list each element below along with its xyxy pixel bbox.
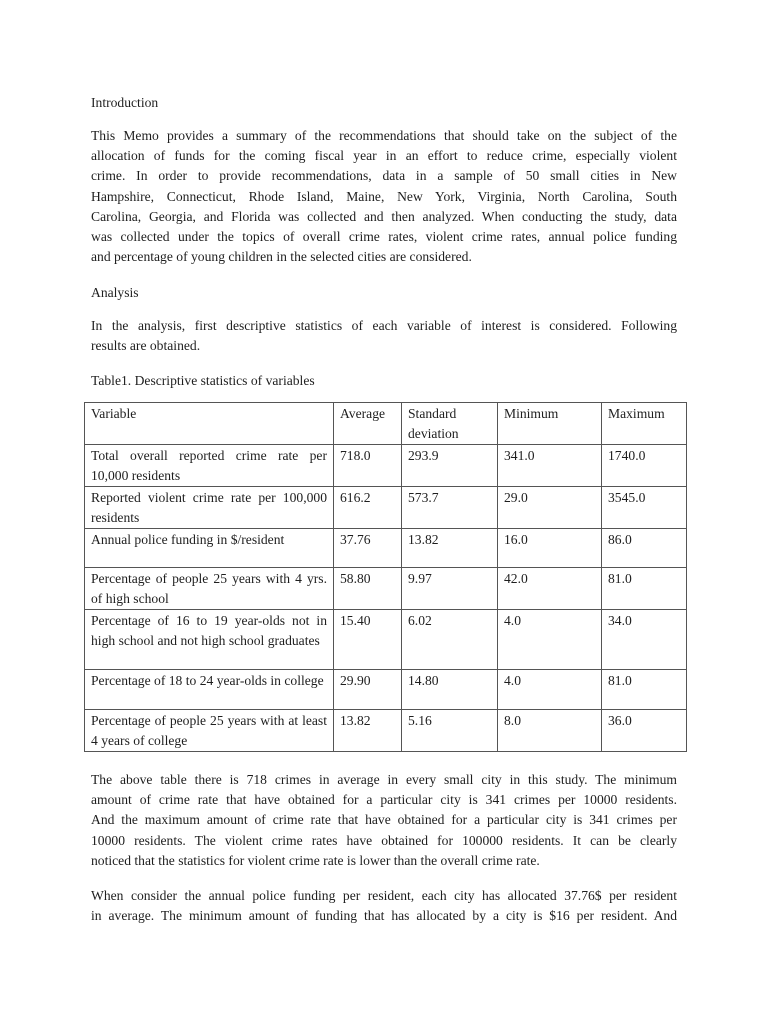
table-row: [85, 670, 687, 710]
paragraph-line: Carolina, Georgia, and Florida was collected and then analyzed. When conducting the study, data: [91, 208, 677, 224]
table-header-cell: Maximum: [602, 403, 687, 445]
table-header-cell: Standard deviation: [402, 403, 498, 445]
paragraph-line: The above table there is 718 crimes in average in every small city in this study. The minimum: [91, 772, 677, 787]
table-cell: Percentage of people 25 years with at least 4 years of college: [85, 710, 334, 752]
paragraph-line: In the analysis, first descriptive statistics of each variable of interest is considered. Following: [91, 318, 677, 333]
table-row: [85, 445, 687, 487]
table-cell: 81.0: [602, 670, 687, 710]
table-cell: 1740.0: [602, 445, 687, 487]
table-cell: 341.0: [498, 445, 602, 487]
table-cell: 42.0: [498, 568, 602, 610]
paragraph-line: Hampshire, Connecticut, Rhode Island, Maine, New York, Virginia, North Carolina, South: [91, 188, 677, 204]
table-cell: 4.0: [498, 610, 602, 670]
table-cell: Reported violent crime rate per 100,000 residents: [85, 487, 334, 529]
table-cell: 13.82: [334, 710, 402, 752]
table-cell: 81.0: [602, 568, 687, 610]
analysis-paragraph: [91, 316, 677, 356]
table-cell: 8.0: [498, 710, 602, 752]
introduction-heading: Introduction: [91, 95, 159, 110]
table-cell: 4.0: [498, 670, 602, 710]
paragraph-line: 10000 residents. The violent crime rates have obtained for 100000 residents. It can be clearly: [91, 832, 677, 848]
table-cell: 37.76: [334, 529, 402, 568]
summary-paragraph: [91, 770, 677, 871]
table-cell: Annual police funding in $/resident: [85, 529, 334, 568]
table-cell: 34.0: [602, 610, 687, 670]
table-cell: 616.2: [334, 487, 402, 529]
table-cell: 718.0: [334, 445, 402, 487]
table-cell: Percentage of 18 to 24 year-olds in college: [85, 670, 334, 710]
table-row: [85, 568, 687, 610]
table-row: [85, 710, 687, 752]
table-cell: 16.0: [498, 529, 602, 568]
table-cell: 9.97: [402, 568, 498, 610]
introduction-paragraph: [91, 126, 677, 267]
table-cell: 29.90: [334, 670, 402, 710]
table-row: [85, 610, 687, 670]
table-cell: Percentage of people 25 years with 4 yrs. of high school: [85, 568, 334, 610]
table-cell: 13.82: [402, 529, 498, 568]
descriptive-statistics-table: [84, 402, 687, 752]
analysis-heading: Analysis: [91, 285, 139, 300]
paragraph-line: This Memo provides a summary of the recommendations that should take on the subject of the: [91, 128, 677, 143]
table-caption: Table1. Descriptive statistics of variables: [91, 373, 315, 388]
table-cell: 293.9: [402, 445, 498, 487]
table-row: [85, 487, 687, 529]
table-cell: 36.0: [602, 710, 687, 752]
table-header-row: [85, 403, 687, 445]
paragraph-line: was collected under the topics of overall crime rates, violent crime rates, annual police funding: [91, 229, 677, 245]
table-header-cell: Variable: [85, 403, 334, 445]
paragraph-line: in average. The minimum amount of funding that has allocated by a city is $16 per resident. And: [91, 908, 677, 924]
funding-paragraph: [91, 886, 677, 926]
paragraph-line: When consider the annual police funding per resident, each city has allocated 37.76$ per resident: [91, 888, 677, 903]
paragraph-line: noticed that the statistics for violent crime rate is lower than the overall crime rate.: [91, 852, 540, 868]
paragraph-line: allocation of funds for the coming fiscal year in an effort to reduce crime, especially violent: [91, 148, 677, 164]
table-header-cell: Minimum: [498, 403, 602, 445]
table-row: [85, 529, 687, 568]
table-cell: 58.80: [334, 568, 402, 610]
table-cell: Percentage of 16 to 19 year-olds not in high school and not high school graduates: [85, 610, 334, 670]
table-header-cell: Average: [334, 403, 402, 445]
table-cell: 15.40: [334, 610, 402, 670]
paragraph-line: crime. In order to provide recommendations, data in a sample of 50 small cities in New: [91, 168, 677, 184]
paragraph-line: And the maximum amount of crime rate that have obtained for a particular city is 341 crimes per: [91, 812, 677, 828]
table-cell: 29.0: [498, 487, 602, 529]
paragraph-line: and percentage of young children in the selected cities are considered.: [91, 249, 472, 265]
table-cell: 573.7: [402, 487, 498, 529]
table-cell: 6.02: [402, 610, 498, 670]
paragraph-line: results are obtained.: [91, 338, 201, 354]
table-cell: 86.0: [602, 529, 687, 568]
table-cell: 5.16: [402, 710, 498, 752]
table-cell: 14.80: [402, 670, 498, 710]
paragraph-line: amount of crime rate that have obtained for a particular city is 341 crimes per 10000 residents.: [91, 792, 677, 808]
table-cell: 3545.0: [602, 487, 687, 529]
table-cell: Total overall reported crime rate per 10,000 residents: [85, 445, 334, 487]
